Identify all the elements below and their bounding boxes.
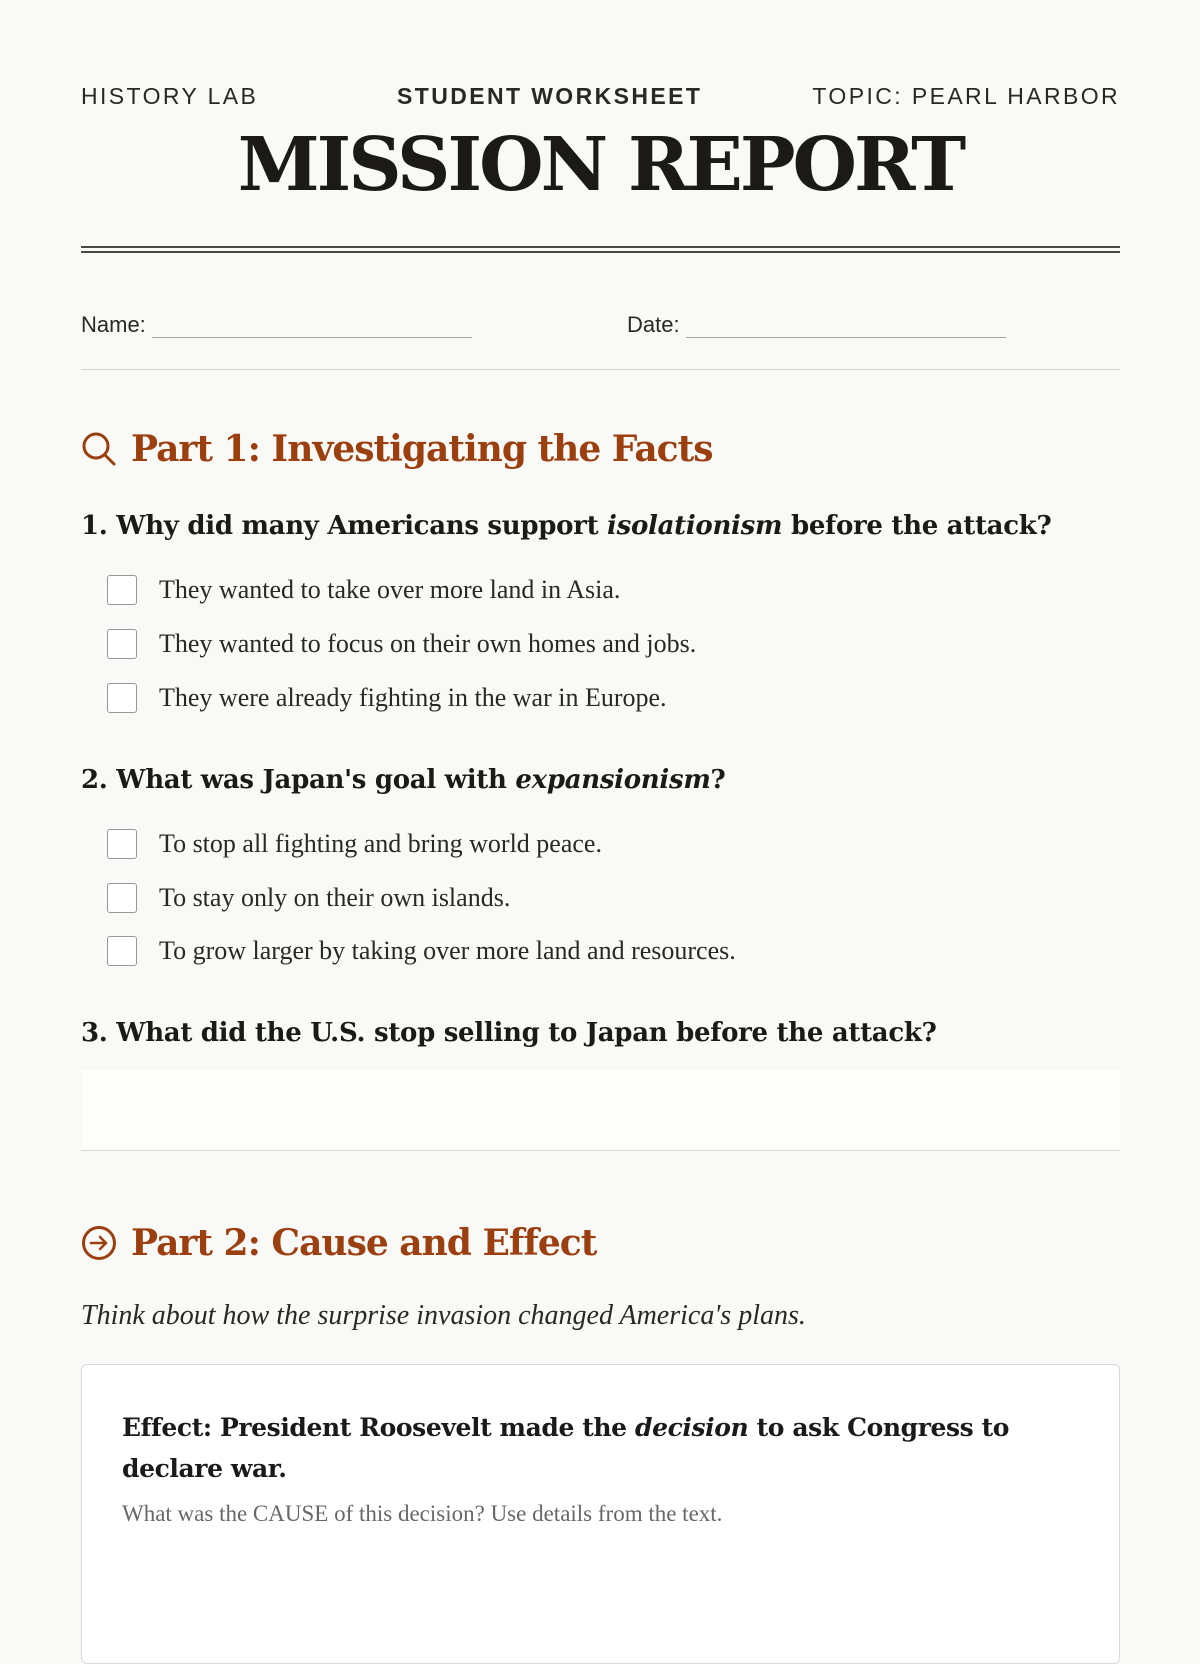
option-label: To stay only on their own islands.: [159, 883, 511, 912]
effect-statement: [122, 1407, 1059, 1489]
q1-option[interactable]: [107, 683, 667, 713]
checkbox[interactable]: [107, 575, 137, 605]
checkbox[interactable]: [107, 683, 137, 713]
q2-option[interactable]: [107, 829, 602, 859]
q2-text: 2. What was Japan's goal with: [81, 765, 516, 795]
double-divider: [81, 246, 1120, 253]
q3-text: 3. What did the U.S. stop selling to Japan before the attack?: [81, 1018, 937, 1048]
header-left: HISTORY LAB: [81, 83, 259, 109]
q1-text: 1. Why did many Americans support: [81, 511, 608, 541]
search-icon: [81, 431, 117, 467]
q2-option[interactable]: [107, 883, 510, 913]
cause-effect-card: [81, 1364, 1120, 1664]
option-label: They were already fighting in the war in Europe.: [159, 683, 667, 712]
part1-title: Part 1: Investigating the Facts: [131, 428, 713, 470]
option-label: To grow larger by taking over more land and resources.: [159, 936, 736, 965]
question-1: [81, 511, 1051, 541]
q2-term: expansionism: [515, 765, 711, 795]
checkbox[interactable]: [107, 936, 137, 966]
name-input-line[interactable]: [152, 317, 472, 338]
option-label: They wanted to focus on their own homes and jobs.: [159, 629, 697, 658]
date-label: Date:: [627, 312, 680, 337]
part2-heading: [81, 1222, 596, 1264]
part1-heading: [81, 428, 713, 470]
q2-option[interactable]: [107, 936, 736, 966]
name-field[interactable]: [81, 312, 472, 338]
effect-text: Effect: President Roosevelt made the: [122, 1413, 635, 1442]
cause-prompt: What was the CAUSE of this decision? Use details from the text.: [122, 1501, 723, 1526]
q2-text-end: ?: [710, 765, 726, 795]
question-2: [81, 765, 725, 795]
part2-intro: Think about how the surprise invasion changed America's plans.: [81, 1300, 806, 1331]
q1-text-end: before the attack?: [782, 511, 1052, 541]
divider: [81, 369, 1120, 370]
arrow-right-circle-icon: [81, 1225, 117, 1261]
q1-term: isolationism: [607, 511, 783, 541]
part2-title: Part 2: Cause and Effect: [131, 1222, 597, 1264]
checkbox[interactable]: [107, 629, 137, 659]
checkbox[interactable]: [107, 883, 137, 913]
date-field[interactable]: [627, 312, 1006, 338]
q1-option[interactable]: [107, 629, 696, 659]
checkbox[interactable]: [107, 829, 137, 859]
name-label: Name:: [81, 312, 146, 337]
q3-answer-field[interactable]: [81, 1070, 1120, 1151]
header-center: STUDENT WORKSHEET: [397, 83, 703, 109]
header-topic: TOPIC: PEARL HARBOR: [812, 83, 1120, 109]
effect-term: decision: [635, 1413, 749, 1442]
page-title: MISSION REPORT: [237, 122, 964, 208]
q1-option[interactable]: [107, 575, 620, 605]
date-input-line[interactable]: [686, 317, 1006, 338]
option-label: They wanted to take over more land in Asia.: [159, 575, 621, 604]
question-3: [81, 1018, 937, 1048]
option-label: To stop all fighting and bring world peace.: [159, 829, 602, 858]
effect-text-end: to ask Congress to declare war.: [122, 1413, 1010, 1483]
